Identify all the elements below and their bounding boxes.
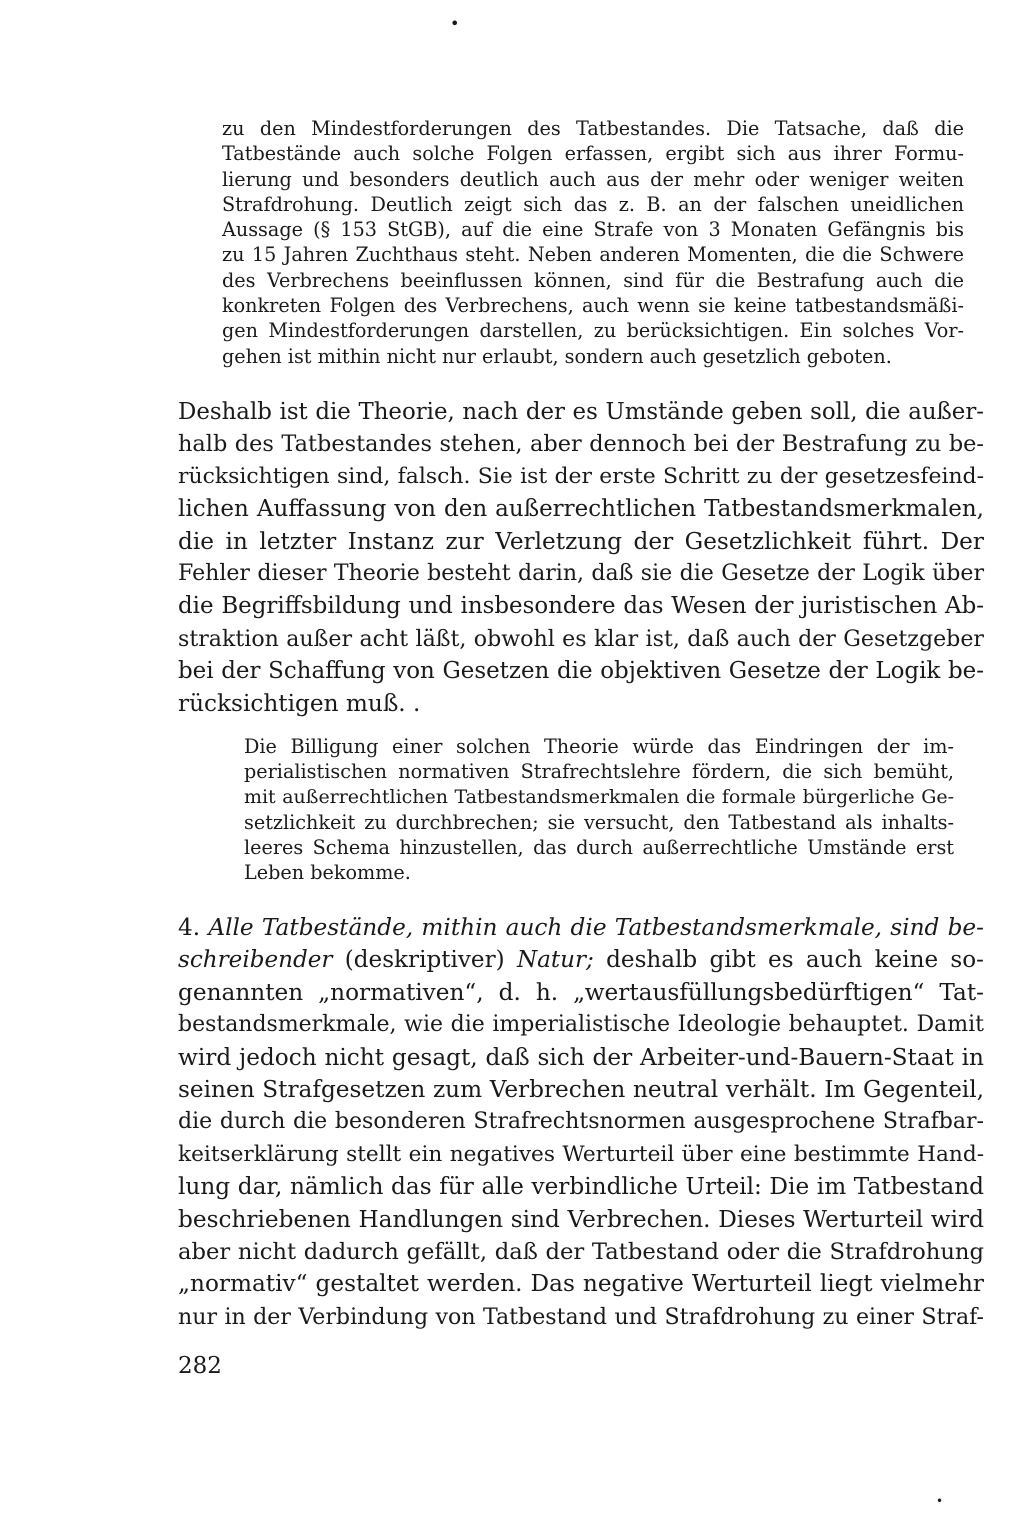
- text-line: genannten „normativen“, d. h. „wertausfüllungsbedürftigen“ Tat-: [178, 978, 984, 1006]
- text-line: wird jedoch nicht gesagt, daß sich der Arbeiter-und-Bauern-Staat in: [178, 1043, 984, 1071]
- section-number: 4.: [178, 914, 201, 941]
- text-line: aber nicht dadurch gefällt, daß der Tatbestand oder die Strafdrohung: [178, 1239, 984, 1266]
- text-line: zu 15 Jahren Zuchthaus steht. Neben anderen Momenten, die die Schwere: [222, 243, 964, 267]
- text-line: Strafdrohung. Deutlich zeigt sich das z. B. an der falschen uneidlichen: [222, 192, 964, 216]
- italic-term: schreibender: [178, 947, 333, 974]
- text-line: zu den Mindestforderungen des Tatbestandes. Die Tatsache, daß die: [222, 117, 964, 140]
- text-line: des Verbrechens beeinflussen können, sind für die Bestrafung auch die: [222, 268, 964, 292]
- text-line: mit außerrechtlichen Tatbestandsmerkmalen die formale bürgerliche Ge-: [244, 785, 954, 808]
- text-line: keitserklärung stellt ein negatives Werturteil über eine bestimmte Hand-: [178, 1141, 984, 1167]
- text-line: Die Billigung einer solchen Theorie würde das Eindringen der im-: [244, 735, 954, 758]
- text-line: die in letzter Instanz zur Verletzung der Gesetzlichkeit führt. Der: [178, 527, 984, 555]
- italic-thesis: Alle Tatbestände, mithin auch die Tatbestandsmerkmale, sind be-: [208, 914, 984, 941]
- plain-text: deshalb gibt es auch keine so-: [606, 947, 984, 974]
- text-line: die durch die besonderen Strafrechtsnormen ausgesprochene Strafbar-: [178, 1109, 984, 1135]
- text-line: Leben bekomme.: [244, 861, 411, 885]
- body-paragraph-b: [178, 396, 984, 720]
- text-line: seinen Strafgesetzen zum Verbrechen neutral verhält. Im Gegenteil,: [178, 1076, 984, 1104]
- italic-term: Natur;: [516, 947, 594, 974]
- text-line: Tatbestände auch solche Folgen erfassen, ergibt sich aus ihrer Formu-: [222, 142, 964, 166]
- body-paragraph-d: [178, 912, 984, 1333]
- bottom-ink-mark: •: [936, 1494, 944, 1508]
- plain-term: (deskriptiver): [344, 947, 505, 974]
- text-line: halb des Tatbestandes stehen, aber dennoch bei der Bestrafung zu be-: [178, 431, 984, 458]
- top-ink-mark: •: [450, 14, 460, 33]
- page-number: 282: [178, 1353, 222, 1379]
- text-line: Aussage (§ 153 StGB), auf die eine Strafe von 3 Monaten Gefängnis bis: [222, 218, 964, 242]
- text-line: lichen Auffassung von den außerrechtlichen Tatbestandsmerkmalen,: [178, 496, 984, 523]
- text-line-numbered: [178, 912, 984, 944]
- text-line: nur in der Verbindung von Tatbestand und Strafdrohung zu einer Straf-: [178, 1303, 984, 1330]
- text-line: „normativ“ gestaltet werden. Das negative Werturteil liegt vielmehr: [178, 1270, 984, 1298]
- indented-small-print-block-c: [244, 734, 954, 886]
- text-line: gehen ist mithin nicht nur erlaubt, sondern auch gesetzlich geboten.: [222, 344, 892, 368]
- indented-small-print-block-a: [222, 116, 964, 369]
- text-line: Fehler dieser Theorie besteht darin, daß sie die Gesetze der Logik über: [178, 561, 984, 587]
- text-line: die Begriffsbildung und insbesondere das Wesen der juristischen Ab-: [178, 593, 984, 620]
- text-line: konkreten Folgen des Verbrechens, auch wenn sie keine tatbestandsmäßi-: [222, 294, 964, 318]
- text-line: perialistischen normativen Strafrechtslehre fördern, die sich bemüht,: [244, 760, 954, 784]
- text-line: setzlichkeit zu durchbrechen; sie versucht, den Tatbestand als inhalts-: [244, 810, 954, 834]
- text-line: bei der Schaffung von Gesetzen die objektiven Gesetze der Logik be-: [178, 658, 984, 685]
- text-line: lung dar, nämlich das für alle verbindliche Urteil: Die im Tatbestand: [178, 1173, 984, 1201]
- text-line: gen Mindestforderungen darstellen, zu berücksichtigen. Ein solches Vor-: [222, 319, 964, 343]
- text-line-mixed: [178, 944, 984, 976]
- text-line: leeres Schema hinzustellen, das durch außerrechtliche Umstände erst: [244, 836, 954, 860]
- text-line: rücksichtigen sind, falsch. Sie ist der erste Schritt zu der gesetzesfeind-: [178, 463, 984, 489]
- text-line: straktion außer acht läßt, obwohl es klar ist, daß auch der Gesetzgeber: [178, 625, 984, 652]
- text-line: Deshalb ist die Theorie, nach der es Umstände geben soll, die außer-: [178, 399, 984, 425]
- text-line: beschriebenen Handlungen sind Verbrechen. Dieses Werturteil wird: [178, 1205, 984, 1233]
- text-line: lierung und besonders deutlich auch aus der mehr oder weniger weiten: [222, 167, 964, 191]
- text-line: bestandsmerkmale, wie die imperialistische Ideologie behauptet. Damit: [178, 1012, 984, 1038]
- text-line: rücksichtigen muß. .: [178, 689, 421, 717]
